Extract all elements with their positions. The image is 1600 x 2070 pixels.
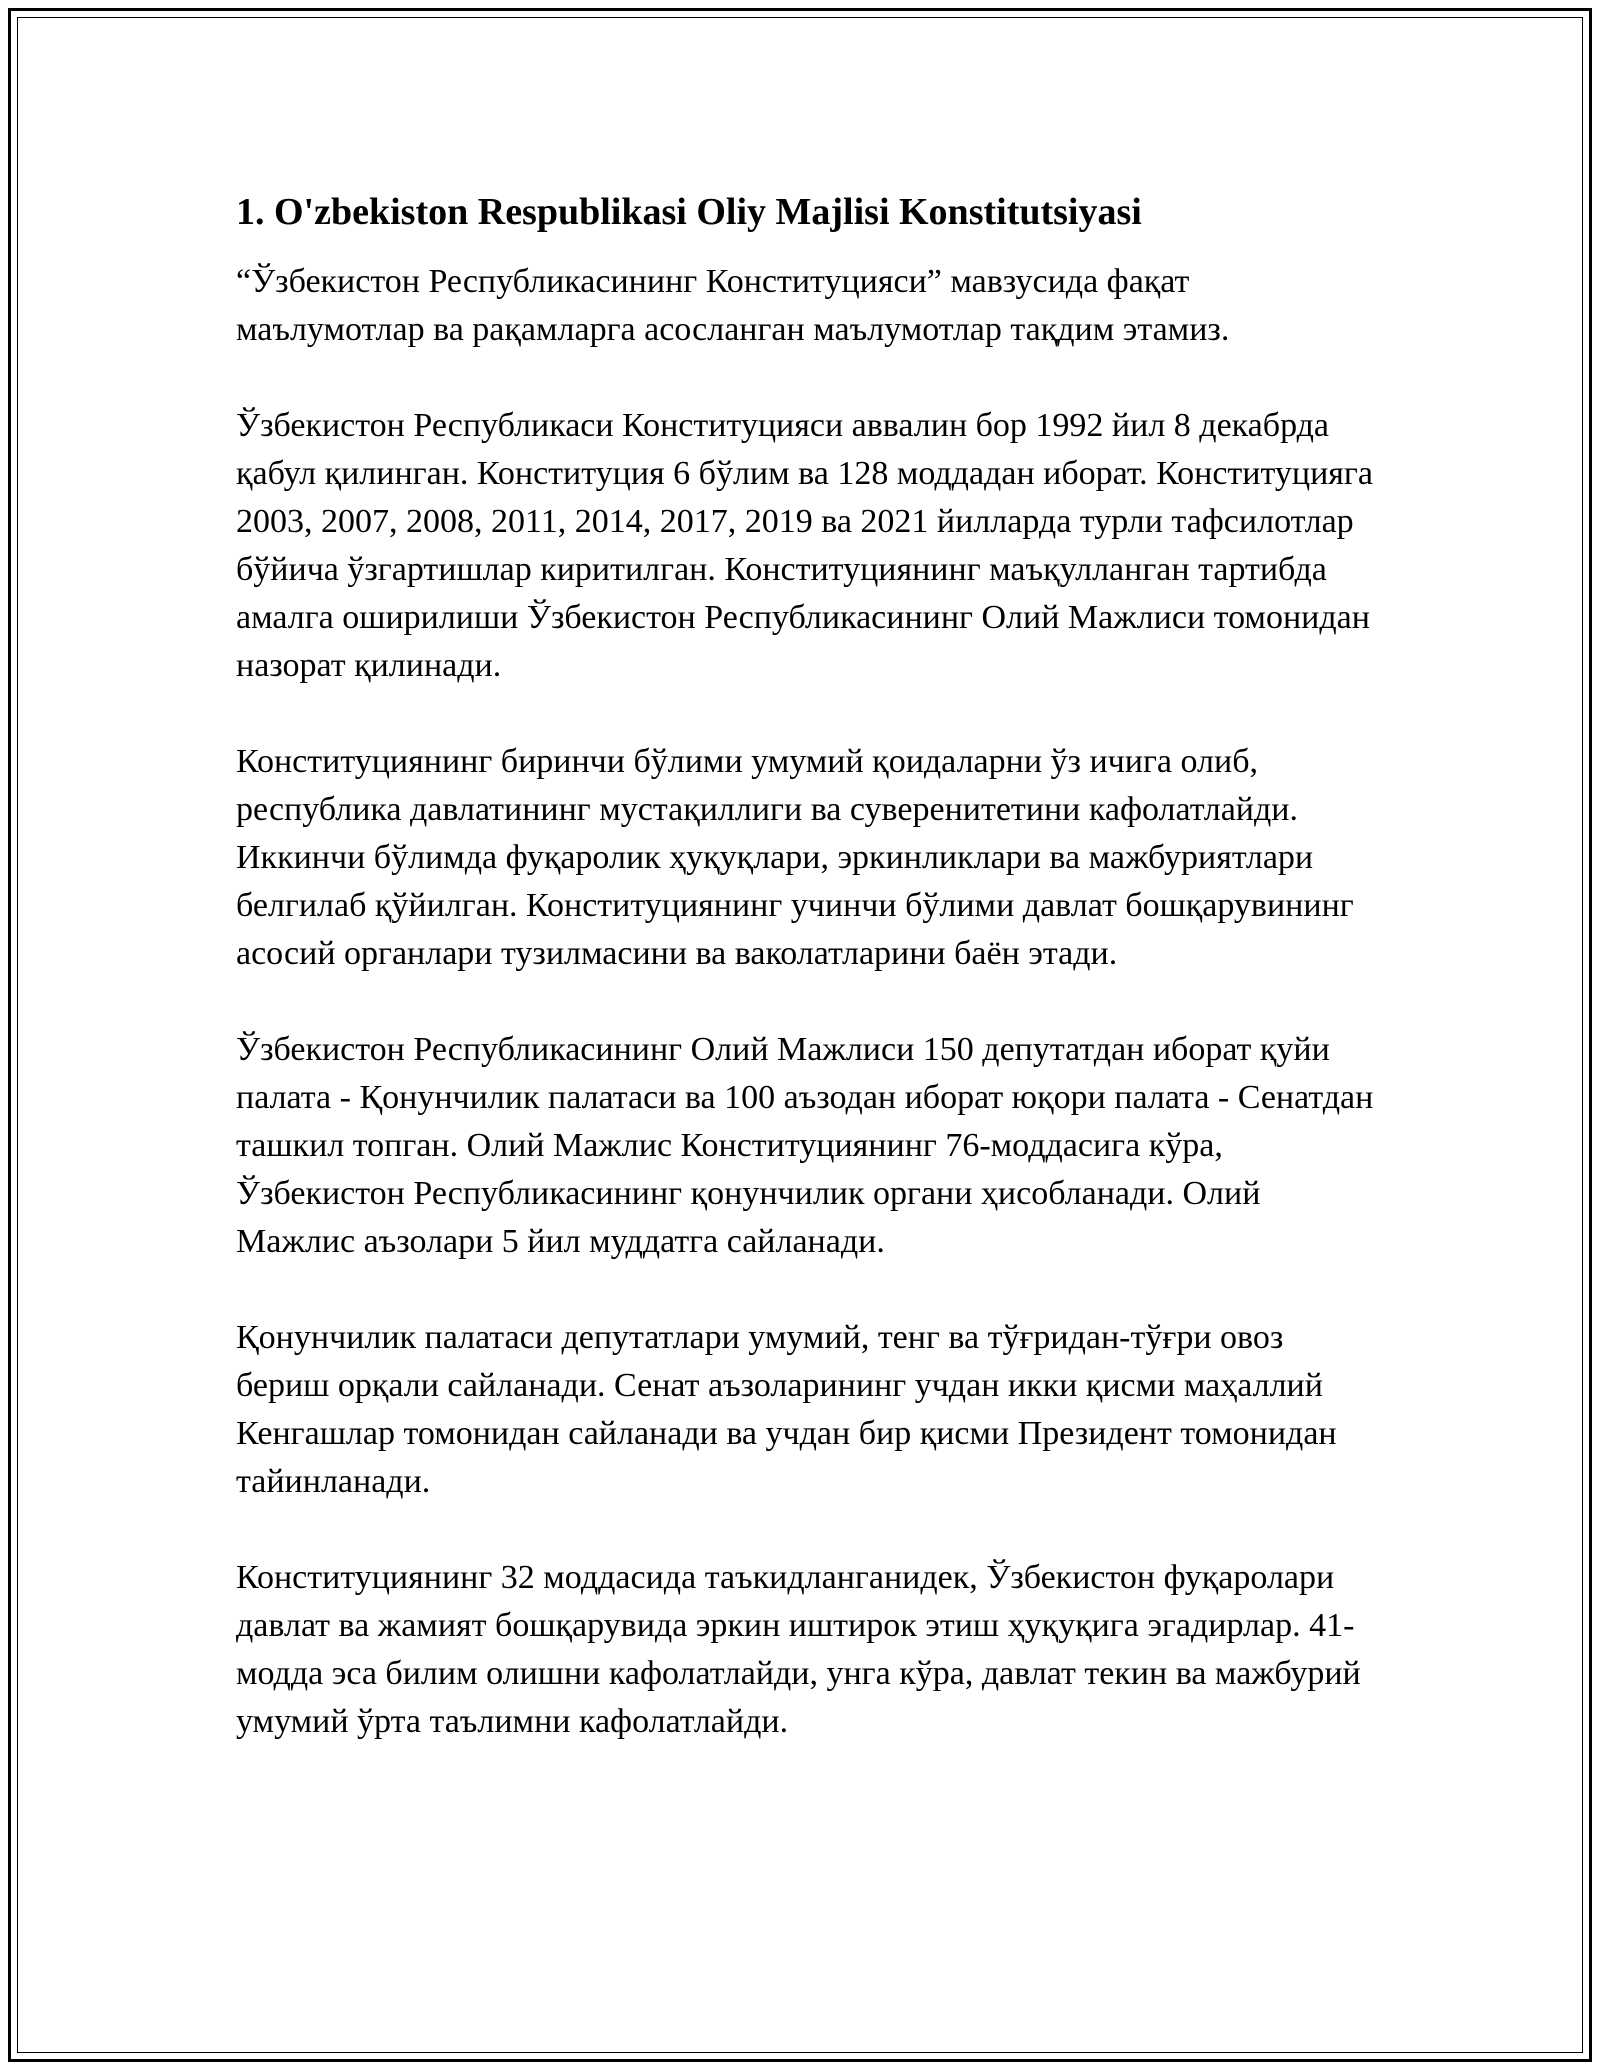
document-body xyxy=(236,186,1376,1794)
paragraph-oliy-majlis: Ўзбекистон Республикасининг Олий Мажлиси 150 депутатдан иборат қуйи палата - Қонунчилик палатаси ва 100 аъзодан иборат юқори палата - Сенатдан ташкил топган. Олий Мажлис Конституциянинг 76-моддасига кўра, Ўзбекистон Республикасининг қонунчилик органи ҳисобланади. Олий Мажлис аъзолари 5 йил муддатга сайланади. xyxy=(236,1031,1374,1260)
paragraph-citizen-rights: Конституциянинг 32 моддасида таъкидланганидек, Ўзбекистон фуқаролари давлат ва жамият бошқарувида эркин иштирок этиш ҳуқуқига эгадирлар. 41-модда эса билим олишни кафолатлайди, унга кўра, давлат текин ва мажбурий умумий ўрта таълимни кафолатлайди. xyxy=(236,1559,1361,1740)
paragraph-adoption-history: Ўзбекистон Республикаси Конституцияси аввалин бор 1992 йил 8 декабрда қабул қилинган. Конституция 6 бўлим ва 128 моддадан иборат. Конституцияга 2003, 2007, 2008, 2011, 2014, 2017, 2019 ва 2021 йилларда турли тафсилотлар бўйича ўзгартишлар киритилган. Конституциянинг маъқулланган тартибда амалга оширилиши Ўзбекистон Республикасининг Олий Мажлиси томонидан назорат қилинади. xyxy=(236,407,1373,684)
paragraph-sections: Конституциянинг биринчи бўлими умумий қоидаларни ўз ичига олиб, республика давлатининг мустақиллиги ва суверенитетини кафолатлайди. Иккинчи бўлимда фуқаролик ҳуқуқлари, эркинликлари ва мажбуриятлари белгилаб қўйилган. Конституциянинг учинчи бўлими давлат бошқарувининг асосий органлари тузилмасини ва ваколатларини баён этади. xyxy=(236,743,1354,972)
paragraph-intro: “Ўзбекистон Республикасининг Конституцияси” мавзусида фақат маълумотлар ва рақамларга асосланган маълумотлар тақдим этамиз. xyxy=(236,263,1230,348)
document-title: 1. O'zbekiston Respublikasi Oliy Majlisi Konstitutsiyasi xyxy=(236,191,1142,233)
paragraph-elections: Қонунчилик палатаси депутатлари умумий, тенг ва тўғридан-тўғри овоз бериш орқали сайланади. Сенат аъзоларининг учдан икки қисми маҳаллий Кенгашлар томонидан сайланади ва учдан бир қисми Президент томонидан тайинланади. xyxy=(236,1319,1337,1500)
